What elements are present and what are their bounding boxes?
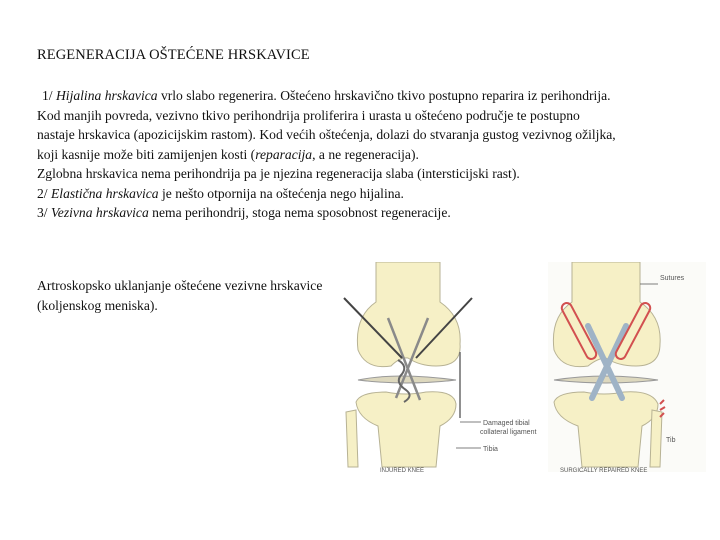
figure-caption: Artroskopsko uklanjanje oštećene vezivne hrskavice (koljenskog meniska). xyxy=(37,278,323,313)
label-sutures: Sutures xyxy=(660,275,685,282)
list-prefix: 1/ xyxy=(42,88,56,103)
injured-knee-diagram xyxy=(344,262,536,474)
text-line: vrlo slabo regenerira. Oštećeno hrskavično tkivo postupno reparira iz perihondrija. xyxy=(157,88,611,103)
knee-illustration xyxy=(336,262,706,482)
label-tibia-right: Tib xyxy=(666,437,676,444)
meniscus-left xyxy=(358,376,456,383)
page-title: REGENERACIJA OŠTEĆENE HRSKAVICE xyxy=(37,47,310,63)
text-fragment: je nešto otpornija na oštećenja nego hijalina. xyxy=(158,185,404,201)
tibia-left xyxy=(356,392,456,467)
paragraph-articular: Zglobna hrskavica nema perihondrija pa je njezina regeneracija slaba (intersticijski rast). xyxy=(37,166,520,181)
paragraph-elastic xyxy=(37,184,717,204)
caption-injured: INJURED KNEE xyxy=(380,468,425,474)
text-line xyxy=(37,145,717,165)
term-reparation: reparacija xyxy=(255,146,313,162)
caption-repaired: SURGICALLY REPAIRED KNEE xyxy=(560,468,648,474)
text-fragment: , a ne regeneracija). xyxy=(312,146,419,162)
fibula-right xyxy=(650,410,662,467)
term-hyaline: Hijalina hrskavica xyxy=(55,88,158,103)
text-line: Kod manjih povreda, vezivno tkivo perihondrija proliferira i urasta u oštećeno područje te postupno xyxy=(37,107,580,123)
text-fragment: koji kasnije može biti zamijenjen kosti ( xyxy=(37,146,256,162)
text-line: nastaje hrskavica (apozicijskim rastom). Kod većih oštećenja, dolazi do stvaranja gustog vezivnog ožiljka, xyxy=(37,127,616,142)
body-text xyxy=(37,86,717,223)
paragraph-fibrous xyxy=(37,203,717,223)
label-tibia-left: Tibia xyxy=(483,446,498,453)
paragraph-hyaline xyxy=(37,86,717,106)
femur-left xyxy=(357,262,460,367)
fibula-left xyxy=(346,410,358,467)
list-prefix: 2/ xyxy=(37,185,51,201)
repaired-knee-diagram xyxy=(548,262,706,474)
term-fibrous: Vezivna hrskavica xyxy=(50,205,149,220)
term-elastic: Elastična hrskavica xyxy=(50,185,159,201)
list-prefix: 3/ xyxy=(37,205,51,220)
text-fragment: nema perihondrij, stoga nema sposobnost regeneracije. xyxy=(148,205,451,220)
label-ligament: collateral ligament xyxy=(480,429,537,436)
label-damaged: Damaged tibial xyxy=(483,420,530,427)
